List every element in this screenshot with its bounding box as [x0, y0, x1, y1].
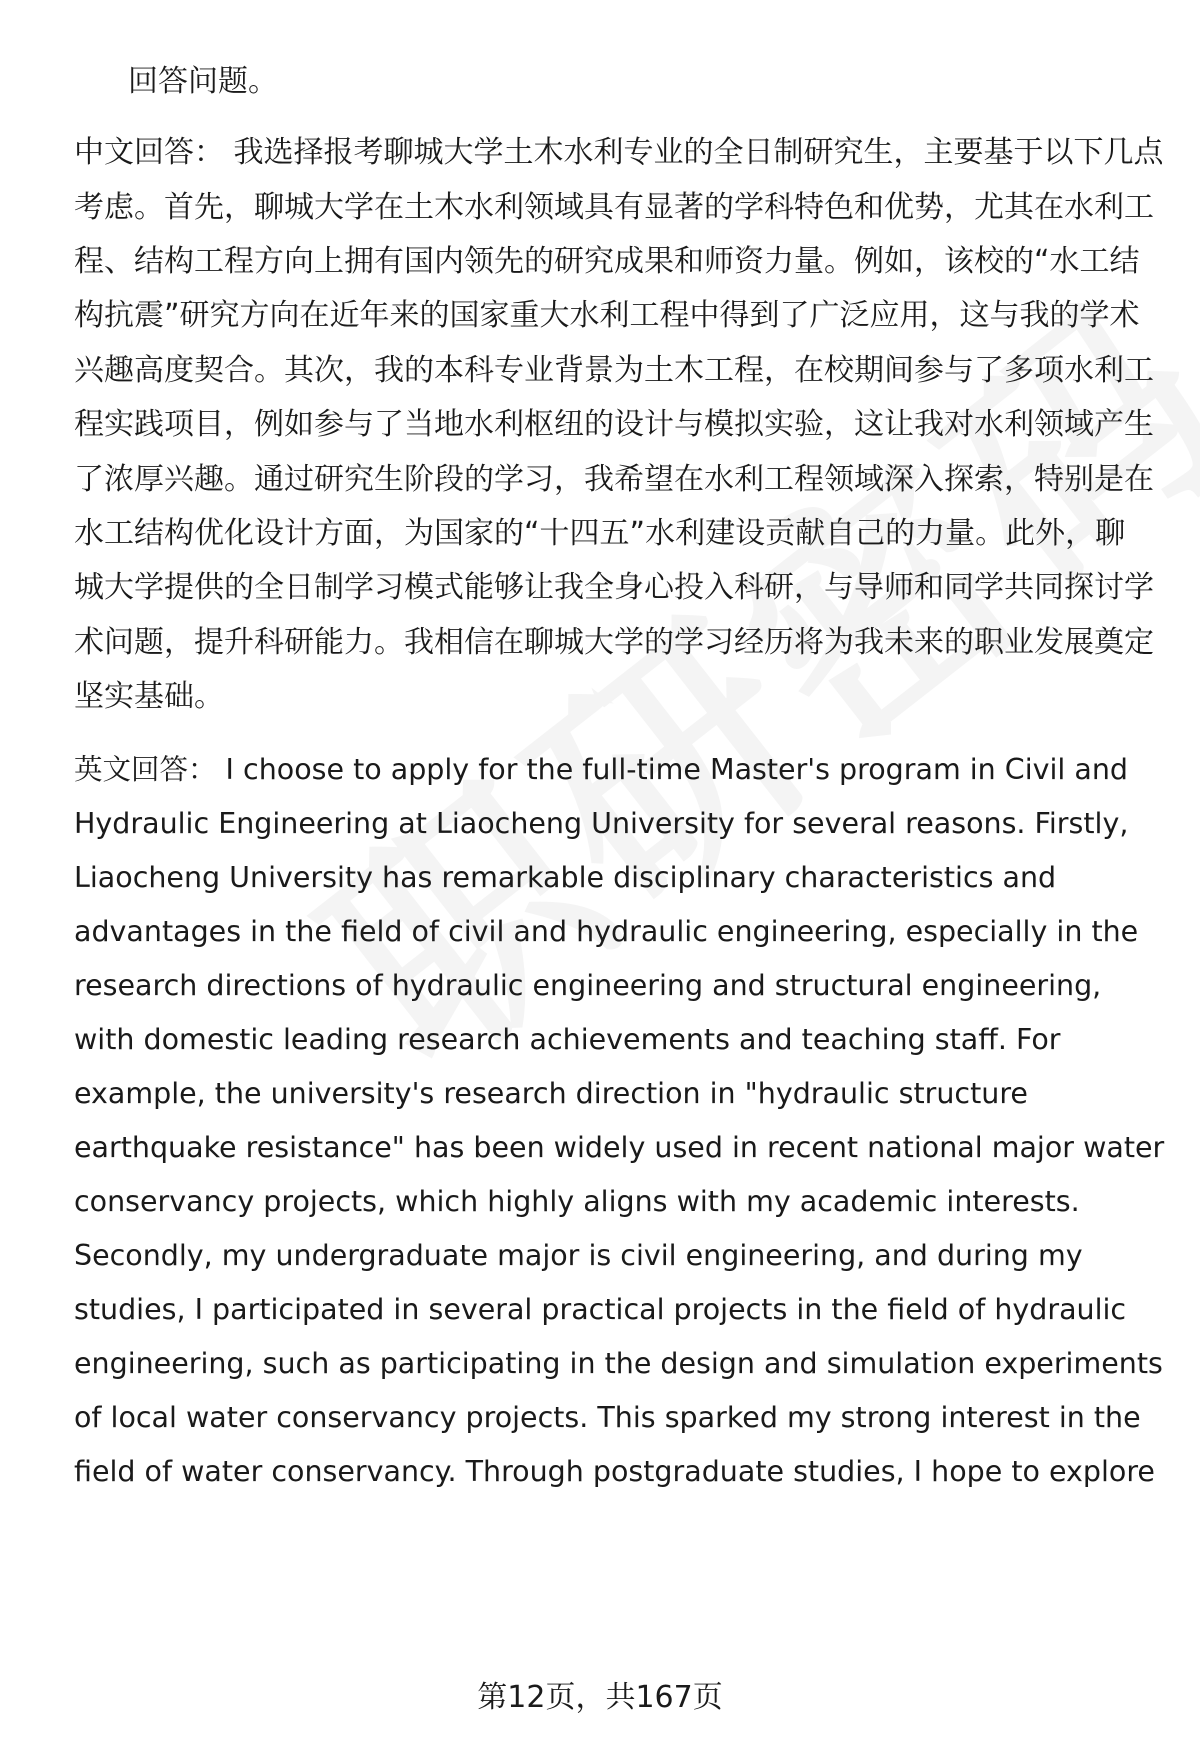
chinese-answer-line: 水工结构优化设计方面，为国家的“十四五”水利建设贡献自己的力量。此外，聊	[74, 516, 1126, 551]
chinese-answer-line: 兴趣高度契合。其次，我的本科专业背景为土木工程，在校期间参与了多项水利工	[74, 353, 1154, 388]
fragment-line: 回答问题。	[128, 64, 278, 99]
english-answer-line: earthquake resistance" has been widely used in recent national major water	[74, 1131, 1165, 1164]
english-answer-line: 英文回答： I choose to apply for the full-time Master's program in Civil and	[74, 753, 1128, 786]
page-number: 第12页，共167页	[477, 1680, 723, 1715]
english-answer-line: research directions of hydraulic engineering and structural engineering,	[74, 969, 1102, 1002]
english-answer-line: engineering, such as participating in the design and simulation experiments	[74, 1347, 1163, 1380]
english-answer-line: field of water conservancy. Through postgraduate studies, I hope to explore	[74, 1455, 1155, 1488]
english-answer-line: of local water conservancy projects. This sparked my strong interest in the	[74, 1401, 1141, 1434]
english-answer-line: Secondly, my undergraduate major is civil engineering, and during my	[74, 1239, 1083, 1272]
chinese-answer-line: 程实践项目，例如参与了当地水利枢纽的设计与模拟实验，这让我对水利领域产生	[74, 407, 1154, 442]
english-answer-line: with domestic leading research achievements and teaching staff. For	[74, 1023, 1061, 1056]
english-answer-line: advantages in the field of civil and hydraulic engineering, especially in the	[74, 915, 1139, 948]
chinese-answer-line: 术问题，提升科研能力。我相信在聊城大学的学习经历将为我未来的职业发展奠定	[74, 625, 1154, 660]
english-answer-line: conservancy projects, which highly aligns with my academic interests.	[74, 1185, 1080, 1218]
chinese-answer-line: 考虑。首先，聊城大学在土木水利领域具有显著的学科特色和优势，尤其在水利工	[74, 190, 1154, 225]
chinese-answer-line: 了浓厚兴趣。通过研究生阶段的学习，我希望在水利工程领域深入探索，特别是在	[74, 462, 1154, 497]
english-answer-line: Hydraulic Engineering at Liaocheng University for several reasons. Firstly,	[74, 807, 1129, 840]
english-answer-line: studies, I participated in several practical projects in the field of hydraulic	[74, 1293, 1127, 1326]
chinese-answer-line: 构抗震”研究方向在近年来的国家重大水利工程中得到了广泛应用，这与我的学术	[74, 298, 1140, 333]
chinese-answer-line: 坚实基础。	[74, 679, 224, 714]
chinese-answer-line: 中文回答： 我选择报考聊城大学土木水利专业的全日制研究生，主要基于以下几点	[74, 135, 1164, 170]
chinese-answer-line: 城大学提供的全日制学习模式能够让我全身心投入科研，与导师和同学共同探讨学	[74, 570, 1154, 605]
english-answer-line: Liaocheng University has remarkable disciplinary characteristics and	[74, 861, 1057, 894]
chinese-answer-line: 程、结构工程方向上拥有国内领先的研究成果和师资力量。例如，该校的“水工结	[74, 244, 1140, 279]
english-answer-line: example, the university's research direction in "hydraulic structure	[74, 1077, 1028, 1110]
